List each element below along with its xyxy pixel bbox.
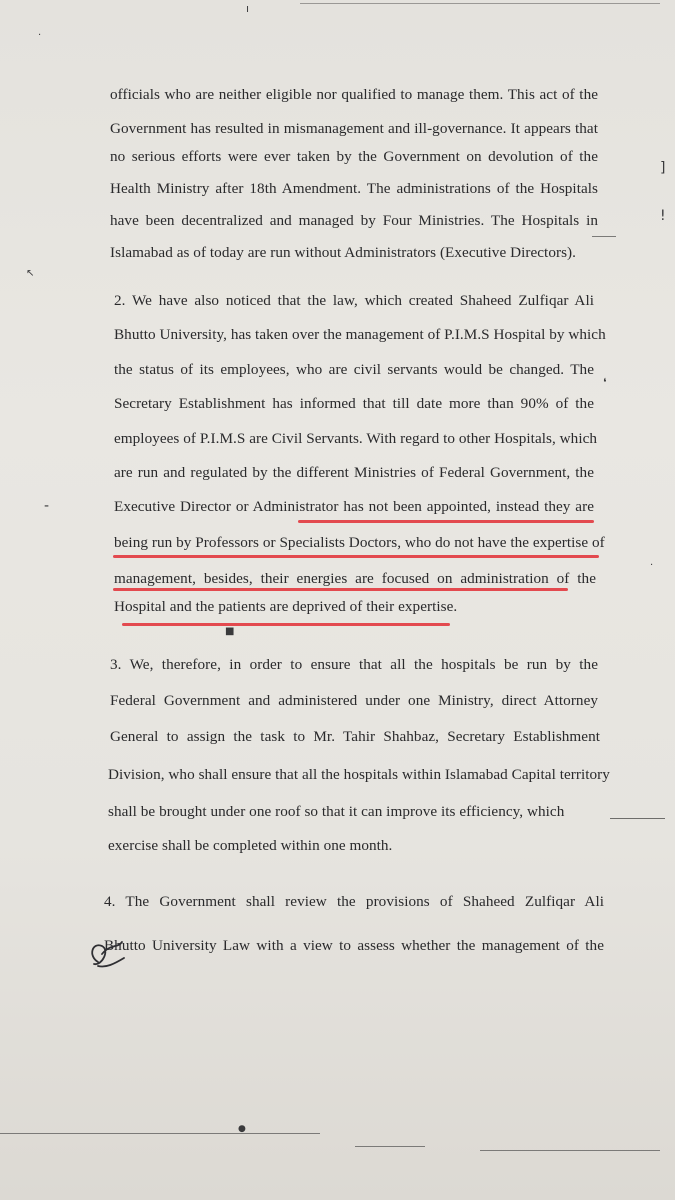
text-line-18: Federal Government and administered under one Ministry, direct Attorney [110, 692, 598, 709]
ink-mark: ! [660, 208, 666, 224]
text-line-17: 3. We, therefore, in order to ensure that all the hospitals be run by the [110, 656, 598, 673]
text-line-2: Government has resulted in mismanagement and ill-governance. It appears that [110, 120, 598, 137]
highlight-underline-4 [122, 623, 450, 626]
ink-mark: ■ [225, 626, 235, 637]
ink-mark: ] [660, 160, 666, 176]
text-line-22: exercise shall be completed within one month. [108, 837, 393, 854]
ink-mark: - [44, 498, 50, 514]
highlight-underline-3 [113, 588, 568, 591]
text-line-9: the status of its employees, who are civil servants would be changed. The [114, 361, 594, 378]
text-line-6: Islamabad as of today are run without Administrators (Executive Directors). [110, 244, 576, 261]
ink-mark: ↖ [26, 268, 35, 279]
ink-mark: ❛ [603, 376, 607, 389]
text-line-20: Division, who shall ensure that all the hospitals within Islamabad Capital territory [108, 766, 610, 783]
initials-scribble-icon [84, 934, 134, 974]
text-line-4: Health Ministry after 18th Amendment. The administrations of the Hospitals [110, 180, 598, 197]
text-line-7: 2. We have also noticed that the law, which created Shaheed Zulfiqar Ali [114, 292, 594, 309]
text-line-24: Bhutto University Law with a view to assess whether the management of the [104, 937, 604, 954]
text-line-11: employees of P.I.M.S are Civil Servants. With regard to other Hospitals, which [114, 430, 598, 447]
ink-mark: ı [246, 2, 250, 15]
bottom-rule-right [480, 1150, 660, 1151]
text-line-8: Bhutto University, has taken over the management of P.I.M.S Hospital by which [114, 326, 606, 343]
ink-mark: · [38, 30, 42, 41]
bottom-rule-left [0, 1133, 320, 1134]
text-line-15: management, besides, their energies are focused on administration of the [114, 570, 596, 587]
ink-mark: ● [238, 1124, 246, 1134]
highlight-underline-1 [298, 520, 594, 523]
text-line-14: being run by Professors or Specialists Doctors, who do not have the expertise of [114, 534, 605, 551]
text-line-3: no serious efforts were ever taken by the Government on devolution of the [110, 148, 598, 165]
text-line-10: Secretary Establishment has informed that till date more than 90% of the [114, 395, 594, 412]
dotted-fill-line [610, 818, 665, 819]
text-line-19: General to assign the task to Mr. Tahir Shahbaz, Secretary Establishment [110, 728, 600, 745]
text-line-12: are run and regulated by the different Ministries of Federal Government, the [114, 464, 594, 481]
top-edge-rule [300, 3, 660, 4]
highlight-underline-2 [113, 555, 599, 558]
ink-mark: · [650, 560, 654, 571]
text-line-21: shall be brought under one roof so that it can improve its efficiency, which [108, 803, 565, 820]
margin-dash [592, 236, 616, 237]
text-line-5: have been decentralized and managed by Four Ministries. The Hospitals in [110, 212, 598, 229]
text-line-16: Hospital and the patients are deprived of their expertise. [114, 598, 458, 615]
text-line-23: 4. The Government shall review the provisions of Shaheed Zulfiqar Ali [104, 893, 604, 910]
text-line-1: officials who are neither eligible nor qualified to manage them. This act of the [110, 86, 598, 103]
text-line-13: Executive Director or Administrator has not been appointed, instead they are [114, 498, 594, 515]
bottom-rule-middle [355, 1146, 425, 1147]
